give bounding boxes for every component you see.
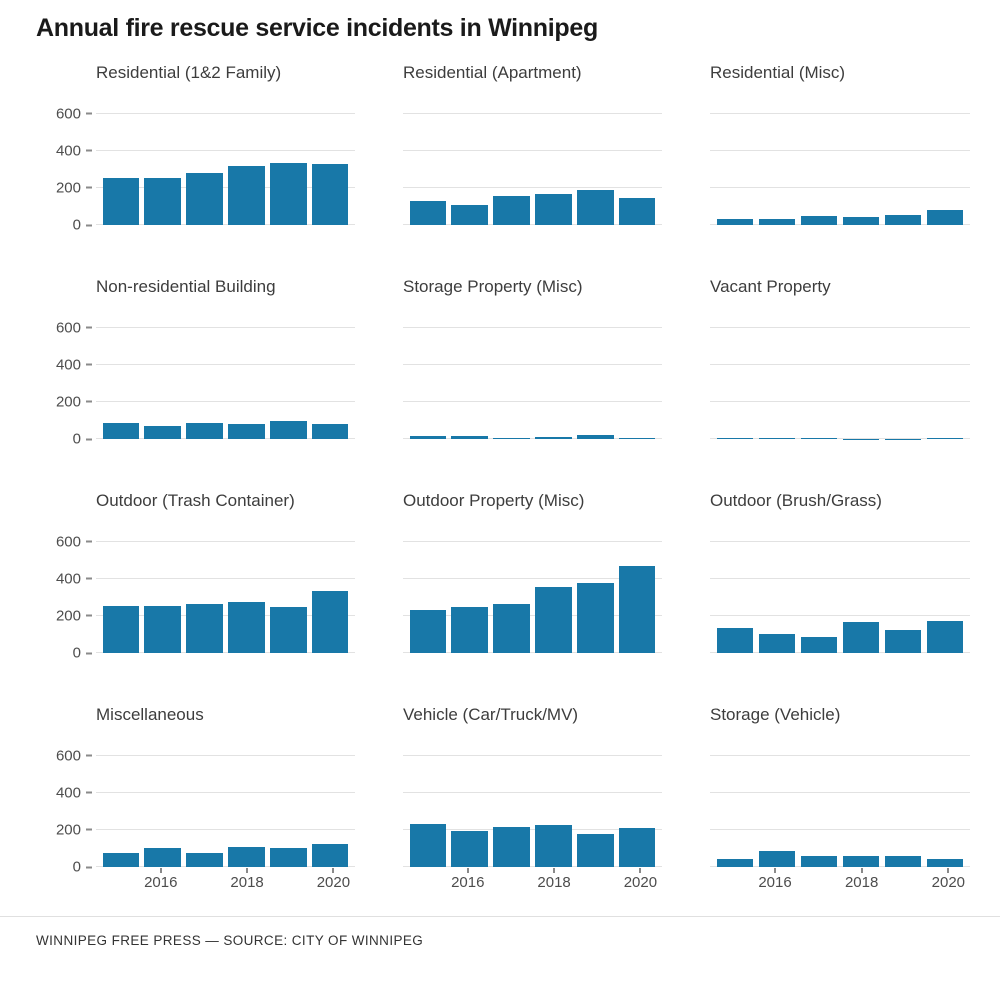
bar-cell [840,313,882,439]
x-tick-mark [332,868,334,873]
bar-2020 [312,164,349,225]
bar-cell [840,741,882,867]
bar-cell [756,99,798,225]
bar-cell [882,99,924,225]
bar-cell [184,313,226,439]
bar-cell [267,527,309,653]
y-tick-label [73,431,96,448]
bar-cell [616,527,658,653]
subplot-body [403,527,662,653]
subplot-body [403,741,662,867]
subplot-title: Outdoor (Brush/Grass) [710,491,882,510]
bar-cell [407,99,449,225]
bar-cell [449,99,491,225]
y-tick-value: 200 [55,179,81,197]
x-tick-label: 2018 [537,874,571,891]
bar-2016 [144,848,181,867]
bar-2017 [493,827,530,867]
bar-2017 [186,604,223,653]
bar-2018 [228,424,265,439]
bar-cell [267,741,309,867]
y-tick-label [56,570,96,587]
bar-2015 [717,219,754,225]
footer-divider [0,916,1000,917]
subplot-title: Residential (Apartment) [403,63,582,82]
bar-cell [532,741,574,867]
bar-2015 [103,178,140,225]
bar-cell [449,313,491,439]
bar-cell [574,313,616,439]
bar-cell [449,741,491,867]
bar-2018 [228,166,265,225]
bar-2016 [451,205,488,225]
y-tick-mark [86,401,92,403]
bar-2019 [577,583,614,653]
y-axis [36,313,96,448]
bar-cell [407,741,449,867]
chart-title: Annual fire rescue service incidents in Winnipeg [36,14,598,42]
plot-area [403,313,662,439]
bar-cell [309,99,351,225]
subplot-title: Miscellaneous [96,705,204,724]
bar-cell [225,741,267,867]
bar-cell [225,313,267,439]
bar-cell [309,741,351,867]
x-tick-mark [861,868,863,873]
subplot-body [710,527,970,653]
subplot [36,491,355,662]
bar-cell [100,99,142,225]
bar-2019 [885,856,922,867]
bar-cell [574,527,616,653]
bars-group [403,741,662,867]
subplot [36,63,355,234]
bar-cell [924,527,966,653]
bar-2017 [493,196,530,225]
bar-2020 [927,210,964,225]
plot-area [403,741,662,867]
plot-area [403,527,662,653]
bar-cell [100,527,142,653]
y-tick-label [73,645,96,662]
y-tick-mark [86,541,92,543]
y-tick-mark [86,578,92,580]
y-tick-mark [86,829,92,831]
bar-2018 [843,217,880,225]
bar-2017 [801,637,838,653]
bar-2017 [186,173,223,225]
bar-cell [924,313,966,439]
bar-cell [100,313,142,439]
bar-cell [532,527,574,653]
bars-group [710,527,970,653]
bar-2015 [410,824,447,867]
bar-2016 [759,851,796,867]
y-tick-value: 400 [55,784,81,802]
y-tick-value: 400 [55,142,81,160]
plot-area [96,741,355,867]
bar-cell [407,313,449,439]
bar-cell [309,313,351,439]
plot-area [710,99,970,225]
y-tick-value: 600 [55,533,81,551]
y-tick-label [56,784,96,801]
bar-2015 [717,628,754,653]
bar-2017 [186,853,223,867]
bar-2018 [535,437,572,439]
bar-cell [574,741,616,867]
bars-group [710,313,970,439]
x-tick-mark [947,868,949,873]
bars-group [96,527,355,653]
bar-cell [840,99,882,225]
subplot-body [710,741,970,867]
x-tick-mark [639,868,641,873]
bar-cell [491,313,533,439]
x-axis [96,868,355,896]
subplot [710,705,970,896]
bar-cell [225,527,267,653]
bars-group [96,741,355,867]
bar-2015 [103,606,140,653]
bar-cell [142,741,184,867]
y-tick-value: 200 [55,393,81,411]
x-tick-label: 2018 [844,874,879,891]
subplot-title: Storage Property (Misc) [403,277,583,296]
y-tick-value: 0 [72,858,81,876]
subplot-body [710,99,970,225]
y-tick-value: 400 [55,570,81,588]
y-tick-mark [86,327,92,329]
y-tick-mark [86,792,92,794]
y-tick-label [56,393,96,410]
bar-2019 [270,421,307,439]
subplot-body [36,741,355,876]
bar-2016 [144,178,181,225]
x-tick-mark [467,868,469,873]
y-tick-label [73,217,96,234]
bar-cell [924,741,966,867]
bar-2017 [493,604,530,653]
y-tick-value: 200 [55,607,81,625]
subplot-body [710,313,970,439]
bar-2015 [410,610,447,653]
bar-cell [714,527,756,653]
bar-2015 [103,853,140,867]
bar-2020 [927,621,964,653]
bar-2015 [717,859,754,867]
y-tick-value: 600 [55,105,81,123]
y-tick-mark [86,224,92,226]
x-axis [403,868,662,896]
bar-cell [574,99,616,225]
bar-2015 [410,201,447,225]
bar-cell [756,741,798,867]
bar-cell [798,527,840,653]
bar-cell [798,99,840,225]
bar-2020 [312,844,349,867]
bar-cell [184,527,226,653]
bar-2015 [410,436,447,439]
y-tick-value: 600 [55,319,81,337]
y-tick-value: 400 [55,356,81,374]
bar-2018 [843,856,880,867]
bar-cell [532,99,574,225]
x-tick-label: 2020 [316,874,351,891]
bar-cell [184,99,226,225]
bar-2016 [144,606,181,653]
subplot-title: Vehicle (Car/Truck/MV) [403,705,579,724]
x-tick-label: 2020 [623,874,658,891]
y-tick-value: 600 [55,747,81,765]
plot-area [96,99,355,225]
bars-group [96,313,355,439]
bar-cell [491,527,533,653]
bar-2020 [619,828,656,867]
bar-2020 [619,438,656,439]
bar-cell [267,99,309,225]
subplot-title: Outdoor (Trash Container) [96,491,295,510]
bars-group [403,99,662,225]
x-tick-mark [553,868,555,873]
bar-2019 [270,848,307,867]
subplot-body [36,527,355,662]
bar-2016 [144,426,181,439]
bar-cell [798,313,840,439]
bar-cell [882,313,924,439]
x-tick-label: 2020 [931,874,966,891]
y-tick-label [73,859,96,876]
subplot [710,63,970,225]
bar-cell [407,527,449,653]
bar-2019 [885,215,922,225]
subplot [403,705,662,896]
bar-2018 [228,602,265,653]
bar-cell [756,527,798,653]
bar-2017 [801,856,838,867]
bar-2018 [843,622,880,653]
bar-2019 [270,163,307,225]
bar-2016 [451,607,488,653]
y-tick-label [56,533,96,550]
subplot-body [36,99,355,234]
bar-cell [840,527,882,653]
bar-cell [491,99,533,225]
subplot [36,705,355,896]
bar-2016 [759,438,796,439]
bar-cell [714,99,756,225]
bar-2016 [759,219,796,225]
subplot-title: Residential (1&2 Family) [96,63,282,82]
bar-cell [882,741,924,867]
source-attribution: WINNIPEG FREE PRESS — SOURCE: CITY OF WINNIPEG [36,933,424,948]
bars-group [710,741,970,867]
bar-2019 [885,630,922,653]
bar-2020 [619,566,656,653]
y-tick-mark [86,755,92,757]
y-tick-mark [86,615,92,617]
x-tick-label: 2016 [144,874,178,891]
subplot-body [403,99,662,225]
bars-group [403,313,662,439]
y-tick-mark [86,652,92,654]
plot-area [96,527,355,653]
bar-cell [714,313,756,439]
subplot [403,277,662,439]
x-tick-mark [246,868,248,873]
bars-group [710,99,970,225]
y-tick-label [56,821,96,838]
y-tick-mark [86,187,92,189]
y-tick-value: 0 [72,644,81,662]
subplot-title: Storage (Vehicle) [710,705,841,724]
bar-cell [798,741,840,867]
plot-area [403,99,662,225]
y-tick-mark [86,438,92,440]
bar-2017 [801,216,838,225]
bars-group [96,99,355,225]
bar-cell [267,313,309,439]
y-axis [36,741,96,876]
bars-group [403,527,662,653]
x-axis [710,868,970,896]
bar-cell [714,741,756,867]
bar-2020 [312,591,349,653]
bar-cell [309,527,351,653]
subplot [710,491,970,653]
bar-2016 [759,634,796,653]
y-tick-value: 0 [72,430,81,448]
bar-2020 [927,438,964,439]
y-tick-mark [86,113,92,115]
y-tick-label [56,142,96,159]
bar-cell [142,527,184,653]
bar-cell [532,313,574,439]
bar-cell [225,99,267,225]
subplot-title: Non-residential Building [96,277,276,296]
y-tick-mark [86,364,92,366]
bar-2020 [312,424,349,439]
bar-cell [184,741,226,867]
bar-cell [924,99,966,225]
bar-2020 [619,198,656,225]
bar-cell [616,741,658,867]
subplot [403,491,662,653]
plot-area [710,741,970,867]
y-tick-label [56,356,96,373]
x-tick-label: 2016 [758,874,792,891]
x-tick-mark [774,868,776,873]
subplot-body [36,313,355,448]
bar-2018 [535,825,572,867]
bar-2018 [535,194,572,226]
bar-2019 [577,435,614,439]
bar-2017 [186,423,223,439]
y-tick-label [56,607,96,624]
bar-2017 [493,438,530,439]
y-tick-mark [86,866,92,868]
bar-2015 [103,423,140,439]
bar-cell [491,741,533,867]
subplot [403,63,662,225]
bar-cell [142,313,184,439]
bar-cell [449,527,491,653]
y-tick-label [56,105,96,122]
charts-grid [36,63,970,896]
bar-2019 [270,607,307,653]
subplot-title: Outdoor Property (Misc) [403,491,585,510]
bar-cell [616,313,658,439]
bar-2019 [577,190,614,225]
x-tick-label: 2016 [451,874,485,891]
subplot-body [403,313,662,439]
y-tick-mark [86,150,92,152]
subplot [36,277,355,448]
bar-cell [142,99,184,225]
subplot [710,277,970,439]
subplot-title: Vacant Property [710,277,831,296]
subplot-title: Residential (Misc) [710,63,846,82]
bar-2018 [535,587,572,653]
bar-cell [100,741,142,867]
x-tick-mark [160,868,162,873]
bar-2019 [577,834,614,867]
y-axis [36,99,96,234]
bar-2016 [451,831,488,867]
bar-2018 [228,847,265,867]
bar-2020 [927,859,964,867]
bar-cell [616,99,658,225]
bar-cell [882,527,924,653]
y-tick-value: 0 [72,216,81,234]
y-tick-value: 200 [55,821,81,839]
plot-area [96,313,355,439]
bar-2017 [801,438,838,439]
y-axis [36,527,96,662]
x-tick-label: 2018 [230,874,264,891]
bar-2015 [717,438,754,439]
bar-2016 [451,436,488,439]
bar-cell [756,313,798,439]
y-tick-label [56,319,96,336]
plot-area [710,527,970,653]
plot-area [710,313,970,439]
y-tick-label [56,179,96,196]
y-tick-label [56,747,96,764]
